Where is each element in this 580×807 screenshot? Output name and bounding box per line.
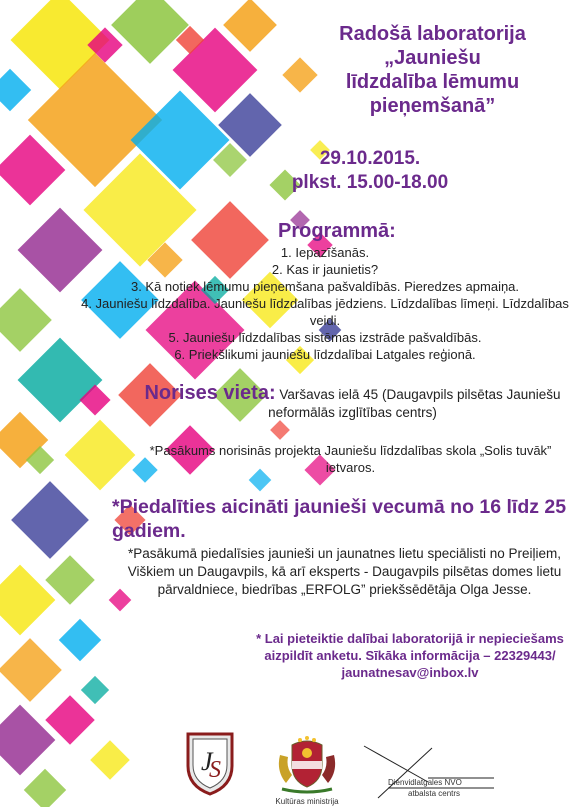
programme-item: 4. Jauniešu līdzdalība. Jauniešu līdzdalības jēdziens. Līdzdalības līmeņi. Līdzdalības veidi. [81, 296, 569, 328]
decorative-square [270, 420, 290, 440]
ministry-caption: Kultūras ministrija [275, 797, 339, 806]
svg-text:S: S [209, 757, 221, 783]
decorative-square [24, 769, 66, 807]
decorative-square [0, 638, 62, 702]
venue-heading: Norises vieta: [144, 382, 276, 404]
decorative-square [59, 619, 101, 661]
decorative-square [11, 481, 89, 559]
programme-item: 1. Iepazīšanās. [280, 245, 370, 260]
programme-list [80, 244, 570, 363]
title-line: pieņemšanā” [369, 95, 496, 117]
ngo-caption-line: Dienvidlatgales NVO [388, 778, 462, 787]
event-datetime [250, 147, 490, 195]
programme-item: 6. Priekšlikumi jauniešu līdzdalībai Latgales reģionā. [174, 347, 476, 362]
programme-item: 5. Jauniešu līdzdalības sistēmas izstrāde pašvaldībās. [168, 330, 482, 345]
decorative-square [81, 676, 109, 704]
programme-item: 2. Kas ir jaunietis? [271, 262, 379, 277]
decorative-square [0, 705, 55, 776]
ngo-support-centre-logo [358, 742, 496, 802]
event-time: plkst. 15.00-18.00 [291, 172, 449, 193]
ministry-coat-of-arms-logo [272, 735, 342, 805]
title-line: Radošā laboratorija [339, 23, 526, 45]
programme-heading: Programmā: [278, 220, 396, 242]
decorative-square [0, 288, 52, 352]
decorative-square [65, 420, 136, 491]
ngo-caption-line: atbalsta centrs [408, 789, 461, 798]
programme-item: 3. Kā notiek lēmumu pieņemšana pašvaldībās. Pieredzes apmaiņa. [130, 279, 520, 294]
decorative-square [111, 0, 189, 64]
school-shield-logo [184, 730, 236, 796]
decorative-square [0, 69, 31, 111]
decorative-square [0, 565, 55, 636]
decorative-square [90, 740, 130, 780]
svg-text:J: J [201, 747, 213, 776]
venue-block [130, 384, 575, 422]
invitation: *Piedalīties aicināti jaunieši vecumā no 16 līdz 25 gadiem. [112, 496, 567, 542]
event-date: 29.10.2015. [319, 148, 421, 169]
title-line: „Jauniešu [384, 47, 481, 69]
application-info: * Lai pieteiktie dalībai laboratorijā ir nepieciešams aizpildīt anketu. Sīkāka informācija – 22329443/ jaunatnesav@inbox.lv [256, 631, 564, 680]
title-line: līdzdalība lēmumu [345, 71, 520, 93]
participants-note: *Pasākumā piedalīsies jaunieši un jaunatnes lietu speciālisti no Preiļiem, Viškiem un Daugavpils, kā arī eksperts - Daugavpils pilsētas domes lietu pārvaldniece, biedrības „ERFOLG” priekšsēdētāja Olga Jesse. [127, 546, 562, 597]
venue-text: Varšavas ielā 45 (Daugavpils pilsētas Jauniešu neformālās izglītības centrs) [268, 387, 561, 420]
poster-title [300, 22, 565, 118]
project-note: *Pasākums norisinās projekta Jauniešu līdzdalības skola „Solis tuvāk” ietvaros. [149, 443, 552, 475]
